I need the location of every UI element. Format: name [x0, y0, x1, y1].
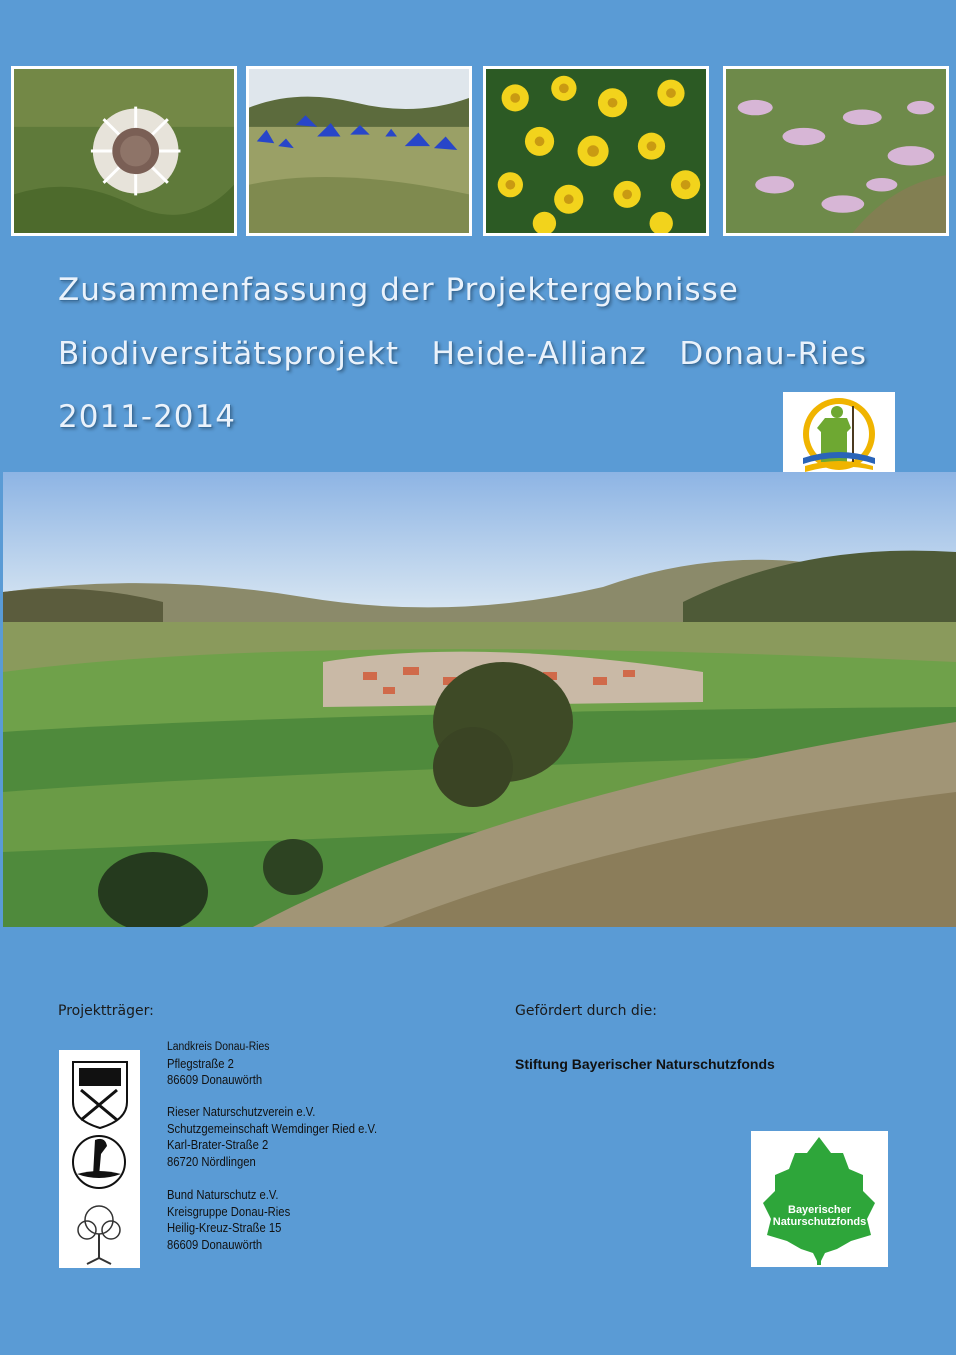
- project-title: Biodiversitätsprojekt Heide-Allianz Donau-Ries: [58, 336, 868, 372]
- fund-logo-line1: Bayerischer: [788, 1204, 851, 1216]
- sponsor-label: Projektträger:: [58, 1003, 154, 1019]
- project-years: 2011-2014: [58, 399, 236, 435]
- sponsor-crests: [59, 1050, 140, 1268]
- blue-gentian-photo: [246, 66, 472, 236]
- sponsor-address-3: [167, 1187, 290, 1253]
- fund-logo-text: [751, 1204, 888, 1228]
- sponsor-1-name: Landkreis Donau-Ries: [167, 1041, 270, 1053]
- oak-tree-emblem-icon: [78, 1206, 120, 1264]
- leaf-icon: [751, 1131, 888, 1267]
- sponsor-address-1: [167, 1039, 269, 1089]
- heron-emblem-icon: [73, 1136, 125, 1188]
- sponsor-1-city: 86609 Donauwörth: [167, 1073, 263, 1088]
- sponsor-2-name-2: Schutzgemeinschaft Wemdinger Ried e.V.: [167, 1121, 378, 1136]
- yellow-ragwort-photo: [483, 66, 709, 236]
- funding-label: Gefördert durch die:: [515, 1003, 657, 1019]
- sponsor-address-2: [167, 1104, 377, 1170]
- sponsor-3-street: Heilig-Kreuz-Straße 15: [167, 1221, 282, 1236]
- report-title: Zusammenfassung der Projektergebnisse: [58, 272, 739, 308]
- sponsor-3-city: 86609 Donauwörth: [167, 1237, 263, 1252]
- sponsor-1-street: Pflegstraße 2: [167, 1056, 234, 1071]
- heather-photo: [723, 66, 949, 236]
- silver-thistle-photo: [11, 66, 237, 236]
- fund-logo-line2: Naturschutzfonds: [772, 1216, 867, 1228]
- valley-landscape-photo: [3, 472, 956, 927]
- funder-name: Stiftung Bayerischer Naturschutzfonds: [515, 1056, 775, 1072]
- sponsor-3-group: Kreisgruppe Donau-Ries: [167, 1204, 291, 1219]
- naturschutzfonds-logo: [751, 1131, 888, 1267]
- sponsor-3-name: Bund Naturschutz e.V.: [167, 1188, 279, 1202]
- district-crest-icon: [73, 1062, 127, 1128]
- sponsor-2-city: 86720 Nördlingen: [167, 1154, 256, 1169]
- sponsor-2-street: Karl-Brater-Straße 2: [167, 1138, 269, 1153]
- sponsor-2-name: Rieser Naturschutzverein e.V.: [167, 1105, 316, 1119]
